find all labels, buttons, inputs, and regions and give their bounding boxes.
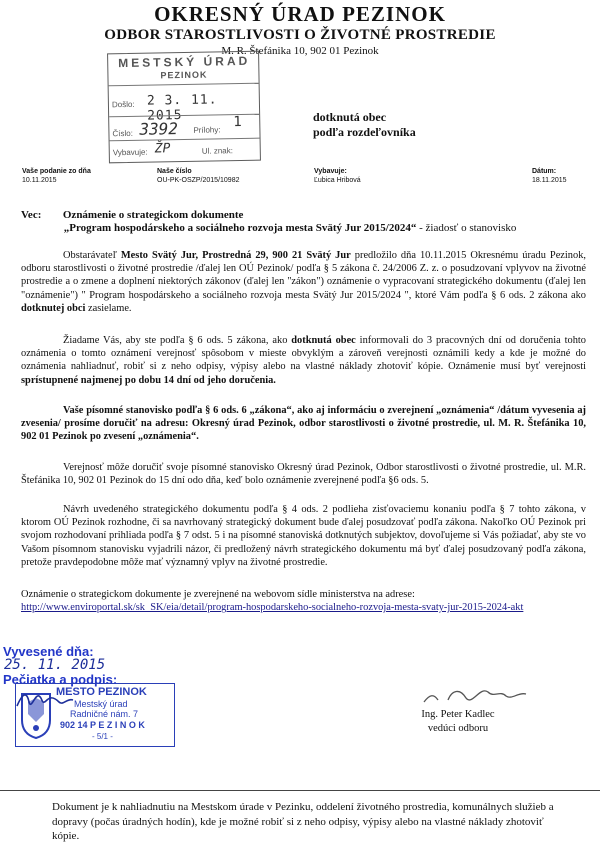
office-title: OKRESNÝ ÚRAD PEZINOK (154, 2, 446, 26)
p1-text-c: predložilo dňa 10.11.2015 Okresnému úradu Pezinok, odboru starostlivosti o životné prostredie /ďalej len OÚ Pezinok/ podľa § 5 zákona č. 24/2006 Z. z. o posudzovaní vplyvov na životné prostredie a o zmene a doplnení niektorých zákonov (ďalej len "zákon") oznámenie o vypracovaní strategického dokumentu (ďalej len "oznámenie") " Program hospodárskeho a sociálneho rozvoja mesta Svätý Jur 2015/2024 ", ktoré Vám podľa § 6 ods. 2 zákona ako (21, 250, 586, 301)
seal-line4: 902 14 P E Z I N O K (60, 720, 145, 730)
meta-col1-label: Vaše podanie zo dňa (22, 168, 91, 175)
footer-note: Dokument je k nahliadnutiu na Mestskom úrade v Pezinku, oddelení životného prostredia, komunálnych služieb a dopravy (počas úradných hodín), kde je možné robiť si z neho odpisy, výpisy alebo na vlastné náklady zhotoviť kópie. (52, 801, 554, 842)
posted-date-label: Vyvesené dňa: (3, 644, 94, 659)
paragraph-screening (21, 503, 586, 569)
subject-block (21, 209, 591, 235)
recipient-block (313, 110, 416, 140)
p1-text-e: zasielame. (85, 302, 132, 314)
handwritten-initials-icon (15, 688, 75, 712)
stamp-ulozn-label: Ul. znak: (201, 146, 233, 156)
p4-text: Verejnosť môže doručiť svoje písomné stanovisko Okresný úrad Pezinok, Odbor starostlivosti o životné prostredie, ul. M.R. Štefánika 10, 902 01 Pezinok do 15 dní odo dňa, keď bolo oznámenie zverejnené podľa §6 ods. 5. (21, 462, 586, 487)
signatory-name: Ing. Peter Kadlec (421, 709, 495, 720)
stamp-prilohy-label: Prílohy: (193, 125, 221, 135)
stamp-cislo-label: Číslo: (112, 128, 133, 139)
posted-date-value: 25. 11. 2015 (4, 657, 106, 673)
seal-line1: MESTO PEZINOK (56, 686, 147, 698)
p6-text: Oznámenie o strategickom dokumente je zverejnené na webovom sídle ministerstva na adrese: (21, 589, 415, 600)
meta-col2-label: Naše číslo (157, 168, 192, 175)
footer-divider (0, 790, 600, 791)
p1-submitter: Mesto Svätý Jur, Prostredná 29, 900 21 Svätý Jur (120, 250, 351, 261)
p2-text-a: Žiadame Vás, aby ste podľa § 6 ods. 5 zákona, ako (63, 335, 292, 346)
seal-line3: Radničné nám. 7 (70, 709, 139, 719)
paragraph-submission (21, 249, 586, 315)
p1-affected-municipality: dotknutej obci (21, 302, 86, 314)
ministry-link[interactable]: http://www.enviroportal.sk/sk_SK/eia/detail/program-hospodarskeho-socialneho-rozvoja-mesta-svaty-jur-2015-2024-akt (21, 602, 524, 614)
subject-label: Vec: (21, 209, 42, 221)
signatory-block (398, 708, 518, 736)
meta-col2-value: OU-PK-OSZP/2015/10982 (157, 177, 240, 184)
stamp-org-line1: MESTSKÝ ÚRAD (118, 53, 251, 71)
stamp-org-line2: PEZINOK (160, 69, 208, 81)
p2-availability-period: sprístupnené najmenej po dobu 14 dní od jeho doručenia. (21, 374, 276, 386)
received-stamp (107, 51, 261, 164)
seal-line5: - 5/1 - (92, 732, 113, 741)
stamp-cislo-value: 3392 (139, 119, 179, 139)
stamp-vybavuje-label: Vybavuje: (112, 147, 148, 158)
p2-affected-municipality: dotknutá obec (291, 335, 356, 346)
subject-line1: Oznámenie o strategickom dokumente (62, 209, 244, 221)
p1-text-a: Obstarávateľ (63, 250, 121, 261)
subject-request: - žiadosť o stanovisko (416, 222, 517, 234)
meta-handled-by (314, 167, 361, 185)
meta-col1-value: 10.11.2015 (22, 177, 57, 184)
paragraph-publication (21, 588, 586, 614)
paragraph-request (21, 334, 586, 387)
office-address: M. R. Štefánika 10, 902 01 Pezinok (221, 45, 379, 57)
p2-text-c: informovali do 3 pracovných dní od doručenia tohto oznámenia o tomto oznámení verejnosť spôsobom v mieste obvyklým a zároveň verejnosti oznámili kedy a kde je možné do oznámenia nahliadnuť, robiť si z neho odpisy, výpisy alebo na vlastné náklady zhotoviť kópie. Oznámenie musí byť verejnosti (21, 335, 586, 373)
seal-line2: Mestský úrad (74, 699, 128, 709)
signatory-role: vedúci odboru (427, 723, 489, 734)
meta-your-submission (22, 167, 91, 185)
meta-col3-value: Ľubica Hribová (314, 177, 361, 184)
stamp-vybavuje-value: ŽP (154, 141, 171, 157)
meta-date (532, 167, 567, 185)
recipient-line2: podľa rozdeľovníka (313, 125, 416, 139)
p5-text: Návrh uvedeného strategického dokumentu podľa § 4 ods. 2 podlieha zisťovaciemu konaniu podľa § 7 tohto zákona, v ktorom OÚ Pezinok rozhodne, či sa navrhovaný strategický dokument bude ďalej posudzovať podľa zákona. Nakoľko OÚ Pezinok pri svojom rozhodovaní prihliada podľa § 7 odst. 5 i na písomné stanoviská dotknutých subjektov, dovoľujeme si Vás požiadať, aby ste vo Vašom písomnom stanovisku vyjadrili názor, či predložený návrh strategického dokumentu má byť ďalej posudzovaný podľa zákona, pretože pravdepodobne môže mať významný vplyv na životné prostredie. (21, 504, 586, 568)
stamp-dosle-label: Došlo: (111, 99, 135, 110)
seal-signature-label: Pečiatka a podpis: (3, 672, 118, 687)
recipient-line1: dotknutá obec (313, 110, 387, 124)
paragraph-written-statement (21, 404, 586, 444)
meta-col4-value: 18.11.2015 (532, 177, 567, 184)
stamp-prilohy-value: 1 (233, 113, 242, 131)
paragraph-public-statement (21, 461, 586, 487)
p3-text: Vaše písomné stanovisko podľa § 6 ods. 6 „zákona“, ako aj informáciu o zverejnení „oznámenia“ /dátum vyvesenia aj zvesenia/ prosíme doručiť na adresu: Okresný úrad Pezinok, odbor starostlivosti o životné prostredie, ul. M. R. Štefánika 10, 902 01 Pezinok po zvesení „oznámenia“. (21, 405, 586, 443)
meta-our-number (157, 167, 240, 185)
official-signature-icon (420, 682, 530, 708)
stamp-dosle-value: 2 3. 11. 2015 (146, 92, 218, 124)
department-title: ODBOR STAROSTLIVOSTI O ŽIVOTNÉ PROSTREDIE (104, 27, 496, 43)
meta-col3-label: Vybavuje: (314, 168, 347, 175)
meta-col4-label: Dátum: (532, 168, 557, 175)
subject-program-name: „Program hospodárskeho a sociálneho rozvoja mesta Svätý Jur 2015/2024“ (63, 222, 417, 234)
